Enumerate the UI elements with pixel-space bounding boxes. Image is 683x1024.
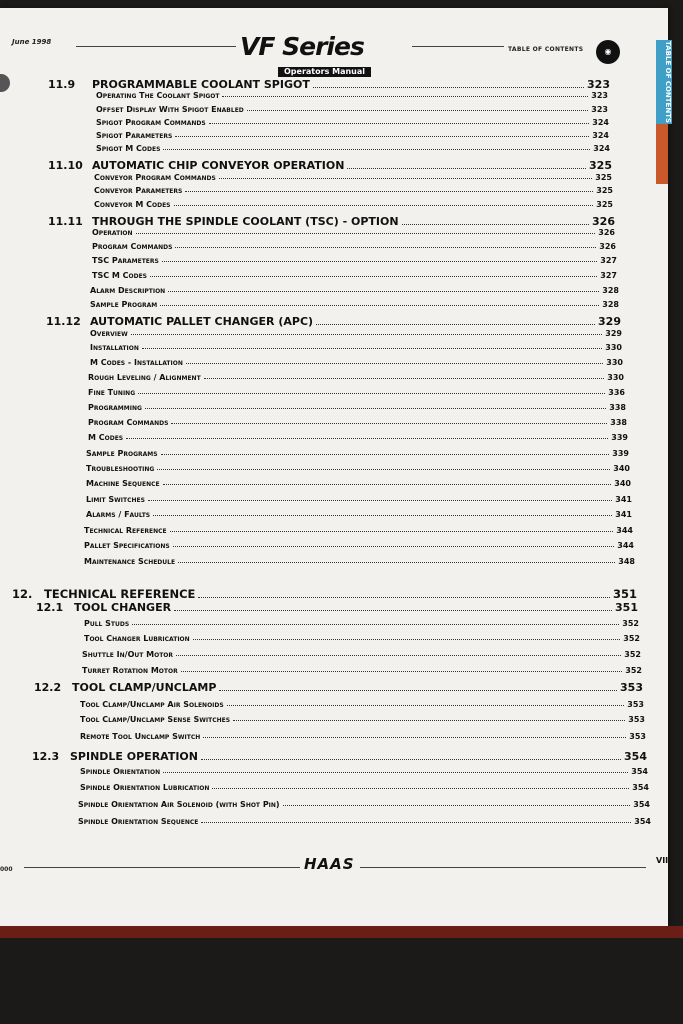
toc-entry-label: AUTOMATIC PALLET CHANGER (APC)	[90, 315, 314, 328]
toc-page-number: 325	[595, 173, 612, 182]
toc-page-number: 330	[606, 358, 623, 367]
toc-row	[48, 78, 610, 91]
toc-leader-dots	[176, 654, 621, 656]
toc-page-number: 327	[600, 271, 617, 280]
toc-leader-dots	[126, 437, 608, 439]
toc-row	[80, 715, 645, 724]
toc-entry-label: Pull Studs	[84, 619, 130, 628]
toc-entry-label: Programming	[88, 403, 142, 412]
toc-entry-label: Conveyor Program Commands	[94, 173, 216, 182]
footer-rule-right	[360, 867, 646, 868]
toc-row	[96, 91, 608, 100]
toc-row	[80, 783, 649, 792]
toc-leader-dots	[162, 260, 597, 262]
toc-page-number: 354	[632, 783, 649, 792]
toc-page-number: 340	[613, 464, 630, 473]
toc-entry-label: Spigot Program Commands	[96, 118, 206, 127]
toc-leader-dots	[185, 190, 593, 192]
toc-leader-dots	[163, 148, 590, 150]
toc-row	[90, 300, 619, 309]
toc-section-number: 11.10	[48, 159, 83, 172]
toc-entry-label: Tool Clamp/Unclamp Air Solenoids	[80, 700, 224, 709]
toc-leader-dots	[283, 804, 631, 806]
toc-row	[90, 286, 619, 295]
toc-entry-label: Operation	[92, 228, 133, 237]
toc-entry-label: Pallet Specifications	[84, 541, 170, 550]
toc-leader-dots	[145, 407, 606, 409]
header-rule-right	[412, 46, 504, 47]
toc-leader-dots	[193, 638, 621, 640]
toc-leader-dots	[148, 499, 612, 501]
toc-entry-label: Spindle Orientation Lubrication	[80, 783, 210, 792]
toc-page-number: 327	[600, 256, 617, 265]
toc-entry-label: M Codes	[88, 433, 124, 442]
toc-row	[96, 118, 609, 127]
toc-entry-label: Conveyor M Codes	[94, 200, 171, 209]
toc-entry-label: TSC M Codes	[92, 271, 147, 280]
toc-page-number: 329	[605, 329, 622, 338]
toc-leader-dots	[181, 670, 623, 672]
toc-leader-dots	[219, 177, 593, 179]
toc-page-number: 344	[617, 541, 634, 550]
toc-row	[88, 403, 626, 412]
header-date: June 1998	[12, 38, 52, 46]
toc-page-number: 353	[620, 681, 643, 694]
toc-row	[94, 200, 613, 209]
toc-entry-label: TECHNICAL REFERENCE	[44, 587, 196, 601]
toc-section-number: 12.3	[32, 750, 60, 763]
toc-page-number: 344	[616, 526, 633, 535]
toc-entry-label: Sample Program	[90, 300, 158, 309]
toc-entry-label: PROGRAMMABLE COOLANT SPIGOT	[92, 78, 310, 91]
footer-page-number: VII	[656, 856, 669, 865]
toc-page-number: 328	[602, 300, 619, 309]
toc-entry-label: Overview	[90, 329, 128, 338]
toc-row	[84, 619, 639, 628]
toc-row	[86, 449, 629, 458]
toc-row	[96, 131, 609, 140]
header-section: TABLE OF CONTENTS	[508, 46, 584, 53]
toc-page-number: 329	[598, 315, 621, 328]
header-rule-left	[76, 46, 236, 47]
toc-page-number: 339	[612, 449, 629, 458]
toc-section-number: 12.1	[36, 601, 64, 614]
toc-leader-dots	[157, 468, 610, 470]
logo-title: VF Series	[240, 32, 364, 61]
toc-row	[84, 541, 634, 550]
toc-entry-label: Technical Reference	[84, 526, 167, 535]
toc-page-number: 328	[602, 286, 619, 295]
toc-section-number: 11.11	[48, 215, 83, 228]
toc-entry-label: Machine Sequence	[86, 479, 160, 488]
toc-row	[86, 510, 632, 519]
toc-entry-label: M Codes - Installation	[90, 358, 183, 367]
toc-page-number: 323	[591, 105, 608, 114]
toc-leader-dots	[150, 275, 597, 277]
footer-left: 000	[0, 866, 13, 873]
toc-page-number: 354	[634, 817, 651, 826]
toc-leader-dots	[201, 758, 621, 760]
toc-entry-label: Spigot Parameters	[96, 131, 173, 140]
toc-leader-dots	[316, 323, 595, 325]
toc-page-number: 324	[592, 131, 609, 140]
toc-entry-label: Remote Tool Unclamp Switch	[80, 732, 201, 741]
toc-row	[36, 601, 638, 614]
toc-section-number: 11.9	[48, 78, 76, 91]
toc-page-number: 352	[622, 619, 639, 628]
toc-leader-dots	[174, 609, 612, 611]
toc-page-number: 353	[629, 732, 646, 741]
toc-page-number: 330	[605, 343, 622, 352]
toc-leader-dots	[168, 290, 599, 292]
toc-page-number: 353	[627, 700, 644, 709]
toc-entry-label: TOOL CHANGER	[74, 601, 172, 614]
vf-series-logo	[240, 32, 410, 76]
binder-edge	[0, 926, 683, 938]
toc-row	[34, 681, 643, 694]
toc-entry-label: Conveyor Parameters	[94, 186, 183, 195]
toc-leader-dots	[132, 623, 619, 625]
toc-section-number: 11.12	[46, 315, 81, 328]
toc-entry-label: TSC Parameters	[92, 256, 159, 265]
toc-row	[80, 732, 646, 741]
toc-leader-dots	[204, 377, 605, 379]
toc-leader-dots	[212, 787, 629, 789]
toc-entry-label: AUTOMATIC CHIP CONVEYOR OPERATION	[92, 159, 345, 172]
toc-row	[90, 329, 622, 338]
toc-row	[48, 159, 612, 172]
toc-leader-dots	[138, 392, 605, 394]
toc-row	[92, 242, 616, 251]
toc-page-number: 326	[598, 228, 615, 237]
toc-row	[92, 271, 617, 280]
toc-leader-dots	[163, 771, 628, 773]
toc-entry-label: Turret Rotation Motor	[82, 666, 178, 675]
toc-leader-dots	[163, 483, 612, 485]
toc-entry-label: Spindle Orientation	[80, 767, 161, 776]
toc-entry-label: THROUGH THE SPINDLE COOLANT (TSC) - OPTION	[92, 215, 399, 228]
toc-page-number: 341	[615, 510, 632, 519]
toc-row	[88, 373, 624, 382]
toc-row	[82, 650, 641, 659]
toc-row	[82, 666, 642, 675]
toc-row	[88, 433, 628, 442]
toc-page-number: 324	[592, 118, 609, 127]
toc-leader-dots	[174, 204, 594, 206]
logo-subtitle: Operators Manual	[278, 67, 371, 77]
toc-page-number: 351	[612, 587, 637, 601]
haas-logo: HAAS	[304, 855, 355, 873]
toc-page-number: 354	[624, 750, 647, 763]
toc-row	[88, 418, 627, 427]
toc-row	[88, 388, 625, 397]
toc-row	[32, 750, 647, 763]
toc-entry-label: Offset Display With Spigot Enabled	[96, 105, 244, 114]
toc-row	[78, 800, 650, 809]
toc-row	[96, 105, 608, 114]
toc-entry-label: Limit Switches	[86, 495, 145, 504]
toc-leader-dots	[173, 545, 615, 547]
toc-entry-label: Tool Changer Lubrication	[84, 634, 190, 643]
toc-leader-dots	[153, 514, 612, 516]
toc-entry-label: SPINDLE OPERATION	[70, 750, 198, 763]
toc-leader-dots	[209, 122, 590, 124]
toc-page-number: 341	[615, 495, 632, 504]
toc-page-number: 326	[592, 215, 615, 228]
toc-leader-dots	[136, 232, 596, 234]
toc-entry-label: Rough Leveling / Alignment	[88, 373, 201, 382]
toc-page-number: 338	[610, 418, 627, 427]
toc-section-number: 12.2	[34, 681, 62, 694]
toc-page-number: 338	[609, 403, 626, 412]
toc-leader-dots	[175, 246, 596, 248]
toc-page-number: 353	[628, 715, 645, 724]
toc-entry-label: Operating The Coolant Spigot	[96, 91, 220, 100]
toc-leader-dots	[171, 422, 607, 424]
toc-leader-dots	[142, 347, 602, 349]
toc-entry-label: Shuttle In/Out Motor	[82, 650, 174, 659]
toc-entry-label: Maintenance Schedule	[84, 557, 176, 566]
toc-page-number: 354	[633, 800, 650, 809]
toc-entry-label: Spindle Orientation Sequence	[78, 817, 199, 826]
toc-leader-dots	[402, 223, 590, 225]
toc-row	[92, 256, 617, 265]
toc-row	[12, 587, 637, 601]
toc-page-number: 352	[623, 634, 640, 643]
toc-row	[48, 215, 615, 228]
toc-page-number: 325	[596, 200, 613, 209]
toc-entry-label: Fine Tuning	[88, 388, 136, 397]
toc-row	[84, 557, 635, 566]
toc-leader-dots	[170, 530, 614, 532]
toc-leader-dots	[198, 596, 610, 598]
toc-entry-label: Sample Programs	[86, 449, 158, 458]
toc-leader-dots	[160, 304, 599, 306]
toc-page-number: 323	[591, 91, 608, 100]
toc-page-number: 336	[608, 388, 625, 397]
section-tab-secondary	[656, 124, 668, 184]
toc-page-number: 352	[625, 666, 642, 675]
toc-page-number: 352	[624, 650, 641, 659]
toc-row	[80, 700, 644, 709]
toc-entry-label: Program Commands	[88, 418, 169, 427]
toc-leader-dots	[201, 821, 631, 823]
toc-leader-dots	[186, 362, 603, 364]
toc-leader-dots	[131, 333, 603, 335]
toc-leader-dots	[203, 736, 626, 738]
toc-row	[92, 228, 615, 237]
toc-leader-dots	[347, 167, 586, 169]
toc-page-number: 330	[607, 373, 624, 382]
toc-page-number: 326	[599, 242, 616, 251]
toc-entry-label: Alarm Description	[90, 286, 166, 295]
toc-leader-dots	[178, 561, 615, 563]
toc-page-number: 324	[593, 144, 610, 153]
toc-row	[78, 817, 651, 826]
toc-page-number: 340	[614, 479, 631, 488]
toc-row	[80, 767, 648, 776]
haas-badge-icon: ◉	[596, 40, 620, 64]
section-tab	[656, 40, 672, 124]
toc-row	[94, 173, 612, 182]
toc-page-number: 348	[618, 557, 635, 566]
toc-page-number: 339	[611, 433, 628, 442]
toc-leader-dots	[222, 95, 588, 97]
toc-leader-dots	[161, 453, 610, 455]
toc-entry-label: Program Commands	[92, 242, 173, 251]
toc-entry-label: Troubleshooting	[86, 464, 155, 473]
toc-row	[94, 186, 613, 195]
toc-leader-dots	[313, 86, 584, 88]
toc-entry-label: Alarms / Faults	[86, 510, 151, 519]
toc-entry-label: Spigot M Codes	[96, 144, 161, 153]
toc-page-number: 351	[615, 601, 638, 614]
toc-section-number: 12.	[12, 587, 33, 601]
toc-entry-label: Tool Clamp/Unclamp Sense Switches	[80, 715, 231, 724]
toc-entry-label: Spindle Orientation Air Solenoid (with Shot Pin)	[78, 800, 280, 809]
toc-row	[84, 634, 640, 643]
toc-page-number: 325	[596, 186, 613, 195]
toc-entry-label: TOOL CLAMP/UNCLAMP	[72, 681, 217, 694]
toc-leader-dots	[219, 689, 617, 691]
toc-leader-dots	[247, 109, 589, 111]
toc-row	[90, 343, 622, 352]
toc-page-number: 325	[589, 159, 612, 172]
toc-leader-dots	[227, 704, 625, 706]
toc-page-number: 354	[631, 767, 648, 776]
toc-row	[86, 464, 630, 473]
toc-row	[86, 495, 632, 504]
toc-row	[86, 479, 631, 488]
toc-row	[84, 526, 633, 535]
toc-row	[46, 315, 621, 328]
toc-page-number: 323	[587, 78, 610, 91]
footer-rule-left	[24, 867, 300, 868]
section-tab-label: TABLE OF CONTENTS	[664, 40, 672, 123]
toc-entry-label: Installation	[90, 343, 139, 352]
toc-row	[90, 358, 623, 367]
toc-leader-dots	[233, 719, 625, 721]
toc-row	[96, 144, 610, 153]
toc-leader-dots	[175, 135, 589, 137]
